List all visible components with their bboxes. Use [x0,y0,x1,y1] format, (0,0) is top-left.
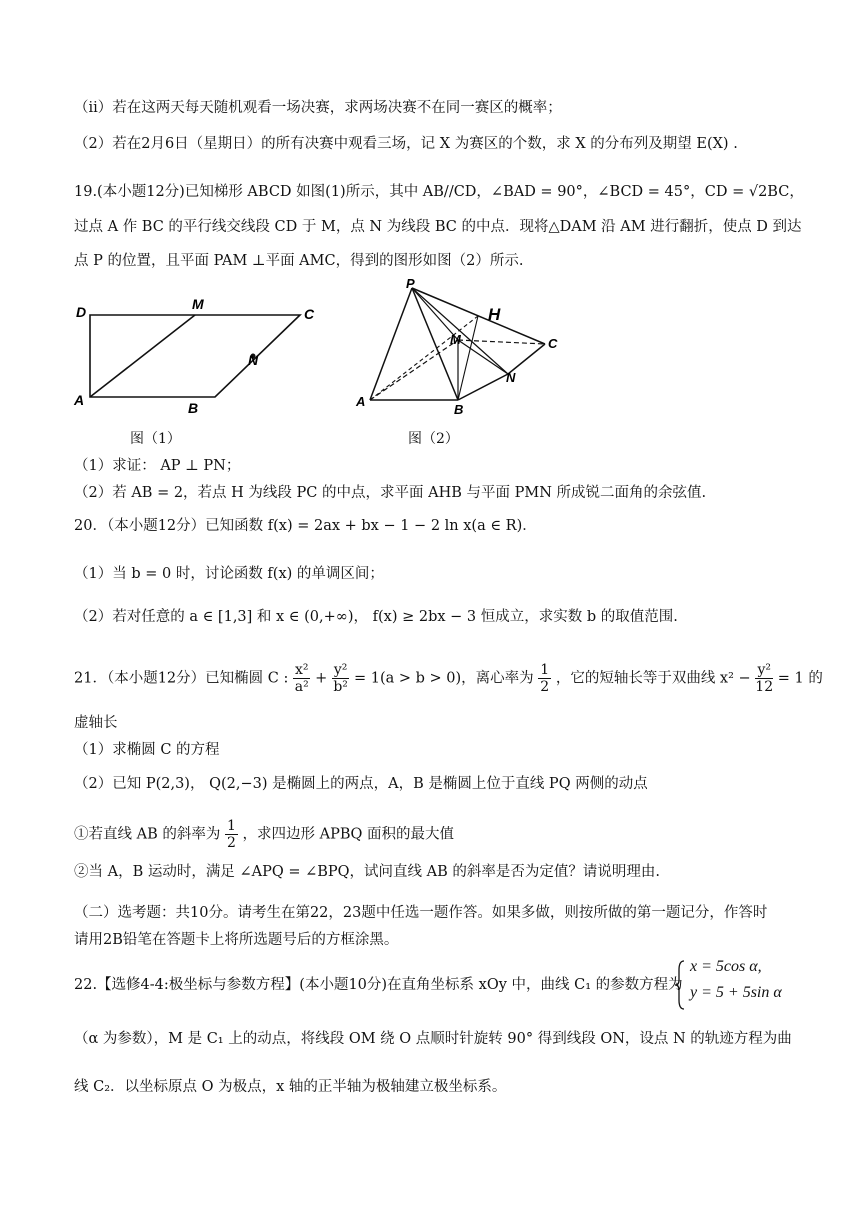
fig1-label-A: A [74,392,85,408]
question-19-line3: 点 P 的位置，且平面 PAM ⊥平面 AMC，得到的图形如图（2）所示. [74,253,524,269]
question-22-line3: 线 C₂．以坐标原点 O 为极点，x 轴的正半轴为极轴建立极坐标系。 [74,1079,507,1095]
fig2-label-H: H [488,305,501,324]
fig1-label-N: N [248,352,259,368]
question-21-part1: （1）求椭圆 C 的方程 [74,742,220,758]
question-21-line2: 虚轴长 [74,715,118,731]
fraction-half-2: $\frac{1}{2}$ [226,818,236,851]
fig2-label-B: B [454,402,464,417]
question-21-sub1 [74,818,820,851]
q21-end: = 1 的 [777,670,823,687]
fraction-y2-b2: $\frac{\text{y²}}{\text{b²}}$ [333,662,348,695]
question-21-line1: 21．（本小题12分）已知椭圆 C : $\frac{\text{x²}}{\text{a²}}$ + $\frac{\text{y²}}{\text{b²}}$ = 1(a > b > 0)，离心率为 $\frac{1}{2}$ ，它的短轴长等于双曲线 x² − $\frac{\text{y²}}{12}$ = 1 的 [74,662,823,695]
q21-sub1-prefix: ①若直线 AB 的斜率为 [74,826,221,843]
question-21-sub2: ②当 A，B 运动时，满足 ∠APQ = ∠BPQ，试问直线 AB 的斜率是否为定值？请说明理由. [74,864,660,880]
figure-1-caption: 图（1） [130,431,181,447]
question-21-part2: （2）已知 P(2,3)， Q(2,−3) 是椭圆上的两点，A，B 是椭圆上位于直线 PQ 两侧的动点 [74,776,648,792]
fig1-label-M: M [192,296,204,312]
figure-2-pyramid [350,278,580,418]
q22-eq2: y = 5 + 5sin α [690,984,782,1001]
question-22-line1: 22.【选修4-4:极坐标与参数方程】(本小题10分)在直角坐标系 xOy 中，曲线 C₁ 的参数方程为 [74,977,683,993]
question-20: 20．（本小题12分）已知函数 f(x) = 2ax + bx − 1 − 2 ln x(a ∈ R)． [74,518,537,534]
question-19-line2: 过点 A 作 BC 的平行线交线段 CD 于 M，点 N 为线段 BC 的中点．现将△DAM 沿 AM 进行翻折，使点 D 到达 [74,219,802,235]
fraction-half: $\frac{1}{2}$ [540,662,550,695]
optional-note-line1: （二）选考题：共10分。请考生在第22，23题中任选一题作答。如果多做，则按所做的第一题记分，作答时 [74,905,768,921]
figure-1-trapezoid [70,295,340,415]
question-19-part2: （2）若 AB = 2，若点 H 为线段 PC 的中点，求平面 AHB 与平面 PMN 所成锐二面角的余弦值. [74,485,707,501]
fig1-label-B: B [188,400,199,415]
fig2-label-C: C [548,336,558,351]
q21-prefix: 21．（本小题12分）已知椭圆 C : [74,670,289,687]
fraction-x2-a2: $\frac{\text{x²}}{\text{a²}}$ [294,662,309,695]
optional-note-line2: 请用2B铅笔在答题卡上将所选题号后的方框涂黑。 [74,932,399,948]
question-20-part1: （1）当 b = 0 时，讨论函数 f(x) 的单调区间； [74,566,384,582]
fig2-label-N: N [506,370,516,385]
fig1-label-C: C [304,306,315,322]
fraction-y2-12: $\frac{\text{y²}}{12}$ [755,662,774,695]
q21-mid: = 1(a > b > 0)，离心率为 [354,670,534,687]
q22-eq1: x = 5cos α, [690,958,762,975]
fig2-label-A: A [356,394,366,409]
question-19-part1: （1）求证： AP ⊥ PN； [74,458,241,474]
brace-icon [674,960,686,1010]
figure-2-caption: 图（2） [408,431,459,447]
text-line: （2）若在2月6日（星期日）的所有决赛中观看三场，记 X 为赛区的个数，求 X 的分布列及期望 E(X) . [74,136,738,152]
fig2-label-P: P [406,278,415,291]
question-22-line2: （α 为参数），M 是 C₁ 上的动点，将线段 OM 绕 O 点顺时针旋转 90° 得到线段 ON，设点 N 的轨迹方程为曲 [74,1031,792,1047]
fig1-label-D: D [76,304,87,320]
q21-sub1-post: ，求四边形 APBQ 面积的最大值 [242,826,454,843]
question-20-part2: （2）若对任意的 a ∈ [1,3] 和 x ∈ (0,+∞)， f(x) ≥ 2bx − 3 恒成立，求实数 b 的取值范围. [74,609,678,625]
text-line: （ii）若在这两天每天随机观看一场决赛，求两场决赛不在同一赛区的概率； [74,100,562,116]
q21-post: ，它的短轴长等于双曲线 x² − [555,670,751,687]
question-19-line1: 19.(本小题12分)已知梯形 ABCD 如图(1)所示，其中 AB//CD，∠BAD = 90°，∠BCD = 45°，CD = √2BC， [74,184,804,200]
fig2-label-M: M [450,332,461,347]
